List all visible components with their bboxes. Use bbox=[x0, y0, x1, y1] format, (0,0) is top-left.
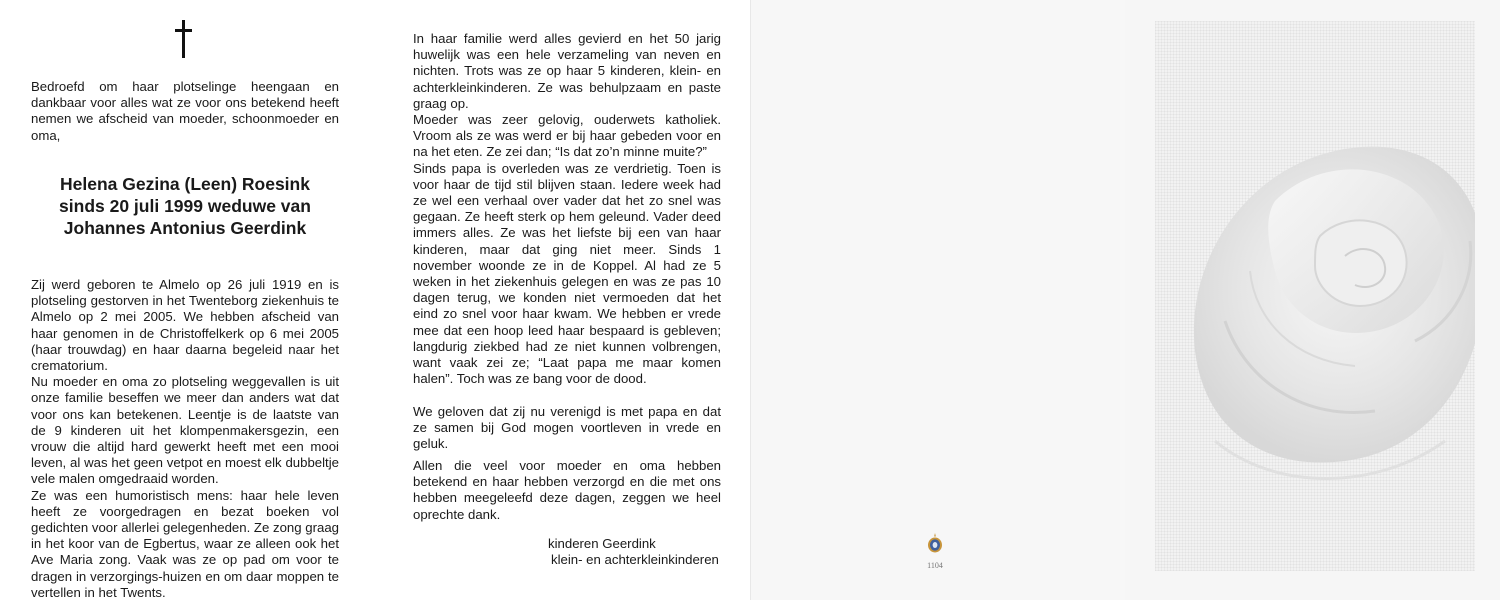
thanks-paragraph: Allen die veel voor moeder en oma hebben betekend en haar hebben verzorgd en die met ons hebben meegeleefd deze dagen, zeggen we heel oprechte dank. bbox=[413, 458, 721, 522]
printer-emblem-icon bbox=[925, 532, 945, 554]
widow-since-line: sinds 20 juli 1999 weduwe van bbox=[59, 196, 311, 216]
card-page-back bbox=[750, 0, 1125, 600]
signature-line-1: kinderen Geerdink bbox=[548, 536, 656, 551]
rose-illustration bbox=[1155, 21, 1475, 571]
card-page-cover bbox=[1125, 0, 1500, 600]
family-paragraph: In haar familie werd alles gevierd en het 50 jarig huwelijk was een hele verzameling van neven en nichten. Trots was ze op haar 5 kinderen, klein- en achterkleinkinderen. Ze was behulpzaam en paste graag op. Moeder was zeer gelovig, ouderwets katholiek. Vroom als ze was werd er bij haar gebeden voor en na het eten. Ze zei dan; “Is dat zo’n minne muite?” Sinds papa is overleden was ze verdrietig. Toen is voor haar de tijd stil blijven staan. Iedere week had ze wel een verhaal over vader dat het zo snel was gegaan. Ze heeft sterk op hem geleund. Vader deed immers alles. Ze was het liefste bij een van haar kinderen, maar dat ging niet meer. Sinds 1 november woonde ze in de Koppel. Al had ze 5 weken in het ziekenhuis gelegen en was ze pas 10 dagen terug, we konden niet vermoeden dat het eind zo snel voor haar kwam. We hebben er vrede mee dat een hoop leed haar bespaard is gebleven; langdurig ziekbed had ze niet kunnen volbrengen, want vaak zei ze; “Laat papa me maar komen halen”. Toch was ze bang voor de dood. bbox=[413, 31, 721, 387]
fold-line bbox=[750, 0, 751, 600]
biography-paragraph: Zij werd geboren te Almelo op 26 juli 1919 en is plotseling gestorven in het Twenteborg ziekenhuis te Almelo op 2 mei 2005. We hebben afscheid van haar genomen in de Christoffelkerk op 6 mei 2005 (haar trouwdag) en haar daarna begeleid naar het crematorium. Nu moeder en oma zo plotseling weggevallen is uit onze familie beseffen we meer dan anders wat dat voor ons kan betekenen. Leentje is de laatste van de 9 kinderen uit het klompenmakersgezin, een vrouw die altijd hard gewerkt heeft met een mooi leven, al was het geen vetpot en moest elk dubbeltje vele malen omgedraaid worden. Ze was een humoristisch mens: haar hele leven heeft ze voorgedragen en bezat boeken vol gedichten voor allerlei gelegenheden. Ze zong graag in het koor van de Egbertus, waar ze alleen ook het Ave Maria zong. Vaak was ze op pad om voor te dragen in verzorgings-huizen en om daar moppen te vertellen in het Twents. bbox=[31, 277, 339, 600]
deceased-name: Helena Gezina (Leen) Roesink bbox=[60, 174, 310, 194]
deceased-name-block bbox=[30, 173, 340, 239]
intro-paragraph: Bedroefd om haar plotselinge heengaan en dankbaar voor alles wat ze voor ons betekend heeft nemen we afscheid van moeder, schoonmoeder en oma, bbox=[31, 79, 339, 143]
card-page-middle bbox=[375, 0, 750, 600]
cross-icon bbox=[170, 20, 198, 62]
emblem-code: 1104 bbox=[927, 561, 943, 570]
faith-paragraph: We geloven dat zij nu verenigd is met papa en dat ze samen bij God mogen voortleven in vrede en geluk. bbox=[413, 404, 721, 452]
spouse-name: Johannes Antonius Geerdink bbox=[63, 218, 307, 238]
signature-line-2: klein- en achterkleinkinderen bbox=[551, 552, 719, 567]
card-page-left bbox=[0, 0, 375, 600]
